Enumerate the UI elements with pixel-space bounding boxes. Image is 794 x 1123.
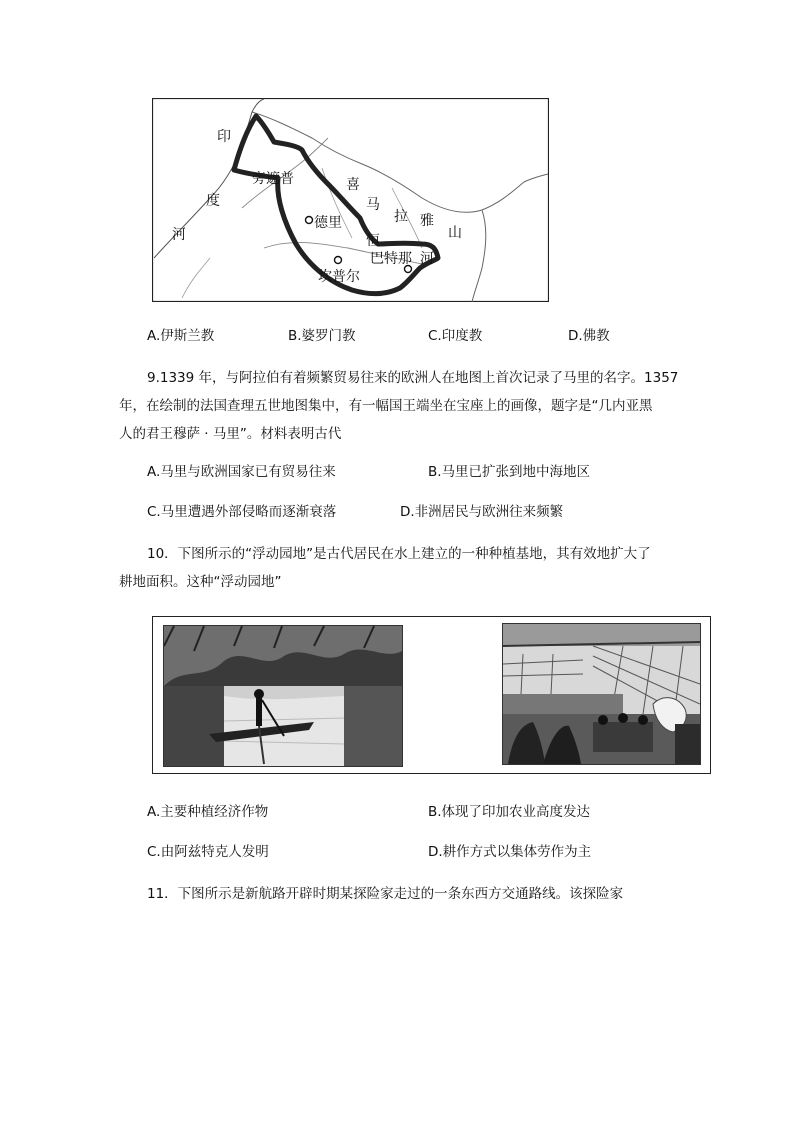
- q9-stem-line3: 人的君王穆萨 · 马里”。材料表明古代: [119, 426, 342, 442]
- q9-option-d: D.非洲居民与欧洲往来频繁: [400, 504, 564, 520]
- q9-stem-line1: 9.1339 年，与阿拉伯有着频繁贸易往来的欧洲人在地图上首次记录了马里的名字。1357: [147, 370, 679, 386]
- floating-garden-photo-left: [163, 625, 403, 767]
- q10-option-b: B.体现了印加农业高度发达: [428, 804, 591, 820]
- q9-option-c: C.马里遭遇外部侵略而逐渐衰落: [147, 504, 337, 520]
- map-label-shan: 山: [448, 225, 462, 241]
- india-map-figure: [152, 98, 549, 302]
- map-label-ya: 雅: [420, 213, 434, 229]
- q9-option-a: A.马里与欧洲国家已有贸易往来: [147, 464, 336, 480]
- map-label-la: 拉: [394, 209, 408, 225]
- q8-option-b: B.婆罗门教: [288, 328, 356, 344]
- map-label-du: 度: [206, 193, 220, 209]
- q10-option-c: C.由阿兹特克人发明: [147, 844, 269, 860]
- map-label-yin: 印: [217, 129, 231, 145]
- map-label-delhi: 德里: [314, 215, 342, 231]
- q11-stem-line1: 11．下图所示是新航路开辟时期某探险家走过的一条东西方交通路线。该探险家: [147, 886, 624, 902]
- map-label-patna: 巴特那: [370, 251, 412, 267]
- q10-stem-line1: 10．下图所示的“浮动园地”是古代居民在水上建立的一种种植基地，其有效地扩大了: [147, 546, 651, 562]
- q10-option-d: D.耕作方式以集体劳作为主: [428, 844, 592, 860]
- map-label-ma: 马: [366, 197, 380, 213]
- q8-option-a: A.伊斯兰教: [147, 328, 215, 344]
- map-label-he: 河: [172, 227, 186, 243]
- map-label-he2: 河: [420, 251, 434, 267]
- q10-stem-line2: 耕地面积。这种“浮动园地”: [119, 574, 282, 590]
- q8-option-c: C.印度教: [428, 328, 483, 344]
- map-label-punjab: 旁遮普: [252, 171, 294, 187]
- floating-garden-figure: [152, 616, 711, 774]
- map-label-kanpur: 坎普尔: [318, 269, 360, 285]
- q9-option-b: B.马里已扩张到地中海地区: [428, 464, 591, 480]
- q9-stem-line2: 年，在绘制的法国查理五世地图集中，有一幅国王端坐在宝座上的画像，题字是“几内亚黑: [119, 398, 653, 414]
- map-label-xi: 喜: [346, 177, 360, 193]
- map-label-heng: 恒: [366, 233, 380, 249]
- q10-option-a: A.主要种植经济作物: [147, 804, 269, 820]
- floating-garden-photo-right: [502, 623, 701, 765]
- q8-option-d: D.佛教: [568, 328, 610, 344]
